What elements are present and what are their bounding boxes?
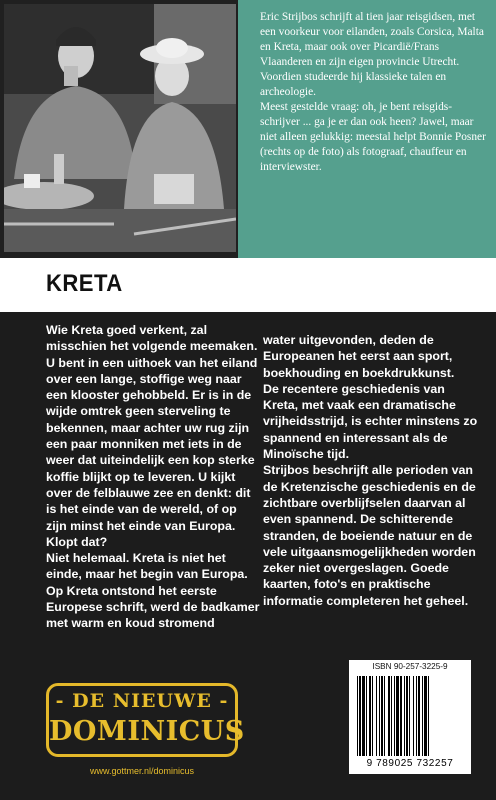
publisher-logo [46, 683, 245, 757]
author-bio-paragraph: Eric Strijbos schrijft al tien jaar reisgidsen, met een voorkeur voor eilanden, zoals Corsica, Malta en Kreta, maar ook over Picardië/Frans Vlaanderen en zijn eigen provincie Utrecht. Voordien studeerde hij klassieke talen en archeologie. [260, 11, 484, 98]
isbn-barcode-box [349, 660, 471, 774]
publisher-url: www.gottmer.nl/dominicus [89, 766, 195, 776]
isbn-label: ISBN 90-257-3225-9 [372, 662, 448, 671]
author-bio-panel [238, 0, 496, 258]
author-bio [260, 10, 490, 175]
author-photo-illustration [4, 4, 236, 252]
author-photo [4, 4, 236, 252]
blurb-paragraph: Strijbos beschrijft alle perioden van de Kretenzische geschiedenis en de zichtbare overblijfselen daarvan al even spannend. De schitterende stranden, de boeiende natuur en de vele uitgaansmogelijkheden worden zeker niet overgeslagen. Goede kaarten, foto's en praktische informatie completeren het geheel. [263, 463, 476, 608]
blurb-column-left [46, 322, 260, 632]
ean-number: 9 789025 732257 [366, 758, 454, 769]
book-title: KRETA [46, 270, 123, 297]
top-section [0, 0, 496, 258]
blurb-column-right [263, 332, 483, 609]
blurb-paragraph: Wie Kreta goed verkent, zal misschien het volgende meemaken. U bent in een uithoek van het eiland over een lange, stoffige weg naar een klooster gehobbeld. Er is in de wijde omtrek geen sterveling te bekennen, maar achter uw rug zijn een paar monniken met iets in de weer dat uiteindelijk een kop sterke koffie blijkt op te leveren. U kijkt over de felblauwe zee en denkt: dit is het einde van de wereld, of op zijn minst het einde van Europa. Klopt dat? [46, 323, 258, 549]
barcode-stripe [429, 676, 431, 756]
publisher-logo-line2: DOMINICUS [49, 716, 245, 747]
barcode-icon [357, 676, 463, 756]
blurb-paragraph: Niet helemaal. Kreta is niet het einde, maar het begin van Europa. Op Kreta ontstond het eerste Europese schrift, werd de badkamer met warm en koud stromend [46, 551, 260, 631]
blurb-paragraph: water uitgevonden, deden de Europeanen het eerst aan sport, boekhouding en boekdrukkunst. [263, 333, 455, 380]
author-bio-paragraph: Meest gestelde vraag: oh, je bent reisgids-schrijver ... ga je er dan ook heen? Jawel, maar niet alleen gelukkig: meestal helpt Bonnie Posner (rechts op de foto) als fotograaf, chauffeur en interviewster. [260, 101, 486, 173]
blurb-paragraph: De recentere geschiedenis van Kreta, met vaak een dramatische vrijheidsstrijd, is echter minstens zo spannend en interessant als de Minoïsche tijd. [263, 381, 478, 462]
publisher-logo-line1: - DE NIEUWE - [55, 690, 229, 712]
